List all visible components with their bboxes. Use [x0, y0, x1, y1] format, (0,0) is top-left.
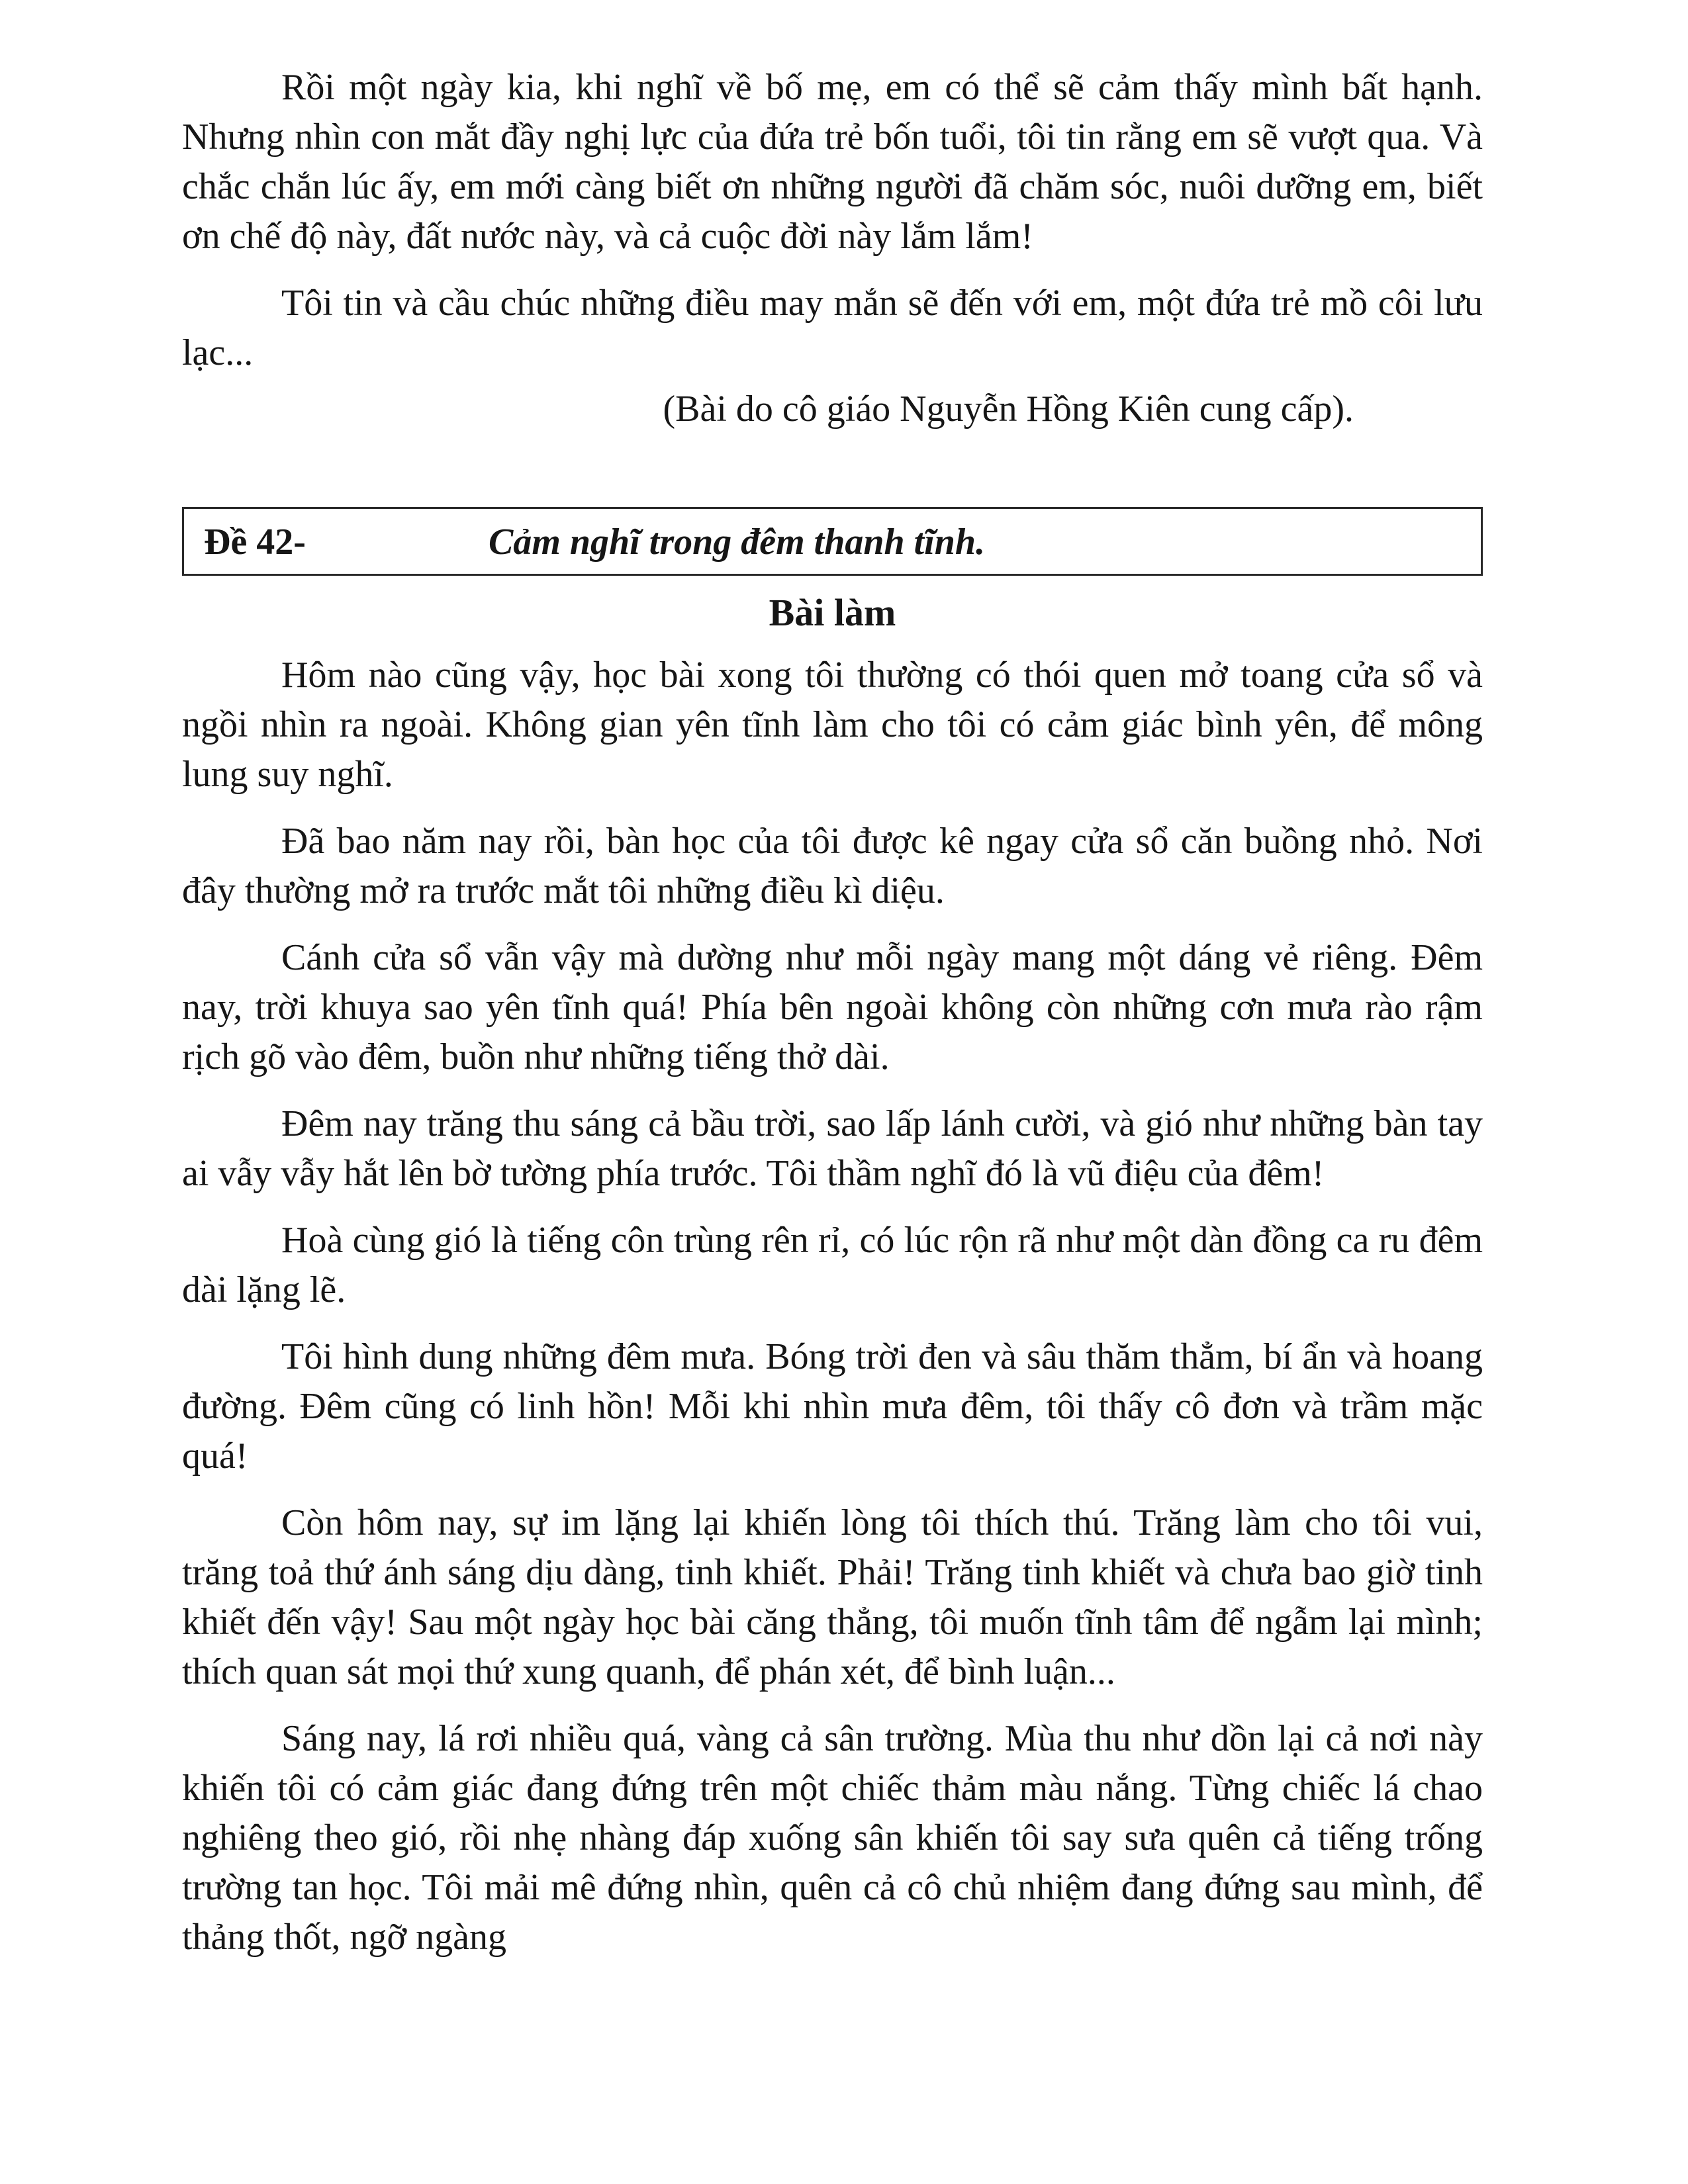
essay-paragraph: Đã bao năm nay rồi, bàn học của tôi được kê ngay cửa sổ căn buồng nhỏ. Nơi đây thường mở ra trước mắt tôi những điều kì diệu.	[182, 821, 1483, 911]
essay-paragraph: Cánh cửa sổ vẫn vậy mà dường như mỗi ngày mang một dáng vẻ riêng. Đêm nay, trời khuya sao yên tĩnh quá! Phía bên ngoài không còn những cơn mưa rào rậm rịch gõ vào đêm, buồn như những tiếng thở dài.	[182, 937, 1483, 1077]
intro-paragraph: Tôi tin và cầu chúc những điều may mắn sẽ đến với em, một đứa trẻ mồ côi lưu lạc...	[182, 283, 1483, 373]
essay-paragraph: Hôm nào cũng vậy, học bài xong tôi thường có thói quen mở toang cửa sổ và ngồi nhìn ra ngoài. Không gian yên tĩnh làm cho tôi có cảm giác bình yên, để mông lung suy nghĩ.	[182, 655, 1483, 795]
source-note: (Bài do cô giáo Nguyễn Hồng Kiên cung cấp).	[663, 388, 1354, 430]
topic-title: Cảm nghĩ trong đêm thanh tĩnh.	[489, 522, 986, 563]
essay-heading: Bài làm	[769, 591, 896, 634]
essay-paragraph: Sáng nay, lá rơi nhiều quá, vàng cả sân trường. Mùa thu như dồn lại cả nơi này khiến tôi có cảm giác đang đứng trên một chiếc thảm màu nắng. Từng chiếc lá chao nghiêng theo gió, rồi nhẹ nhàng đáp xuống sân khiến tôi say sưa quên cả tiếng trống trường tan học. Tôi mải mê đứng nhìn, quên cả cô chủ nhiệm đang đứng sau mình, để thảng thốt, ngỡ ngàng	[182, 1718, 1483, 1958]
essay-paragraph: Hoà cùng gió là tiếng côn trùng rên rỉ, có lúc rộn rã như một dàn đồng ca ru đêm dài lặng lẽ.	[182, 1220, 1483, 1310]
topic-box	[182, 507, 1483, 576]
essay-paragraph: Đêm nay trăng thu sáng cả bầu trời, sao lấp lánh cười, và gió như những bàn tay ai vẫy vẫy hắt lên bờ tường phía trước. Tôi thầm nghĩ đó là vũ điệu của đêm!	[182, 1103, 1483, 1194]
document-page	[182, 63, 1483, 1979]
topic-number: Đề 42-	[204, 522, 306, 563]
essay-paragraph: Tôi hình dung những đêm mưa. Bóng trời đen và sâu thăm thẳm, bí ẩn và hoang đường. Đêm cũng có linh hồn! Mỗi khi nhìn mưa đêm, tôi thấy cô đơn và trầm mặc quá!	[182, 1336, 1483, 1477]
intro-paragraph: Rồi một ngày kia, khi nghĩ về bố mẹ, em có thể sẽ cảm thấy mình bất hạnh. Nhưng nhìn con mắt đầy nghị lực của đứa trẻ bốn tuổi, tôi tin rằng em sẽ vượt qua. Và chắc chắn lúc ấy, em mới càng biết ơn những người đã chăm sóc, nuôi dưỡng em, biết ơn chế độ này, đất nước này, và cả cuộc đời này lắm lắm!	[182, 67, 1483, 257]
essay-paragraph: Còn hôm nay, sự im lặng lại khiến lòng tôi thích thú. Trăng làm cho tôi vui, trăng toả thứ ánh sáng dịu dàng, tinh khiết. Phải! Trăng tinh khiết và chưa bao giờ tinh khiết đến vậy! Sau một ngày học bài căng thẳng, tôi muốn tĩnh tâm để ngẫm lại mình; thích quan sát mọi thứ xung quanh, để phán xét, để bình luận...	[182, 1502, 1483, 1692]
